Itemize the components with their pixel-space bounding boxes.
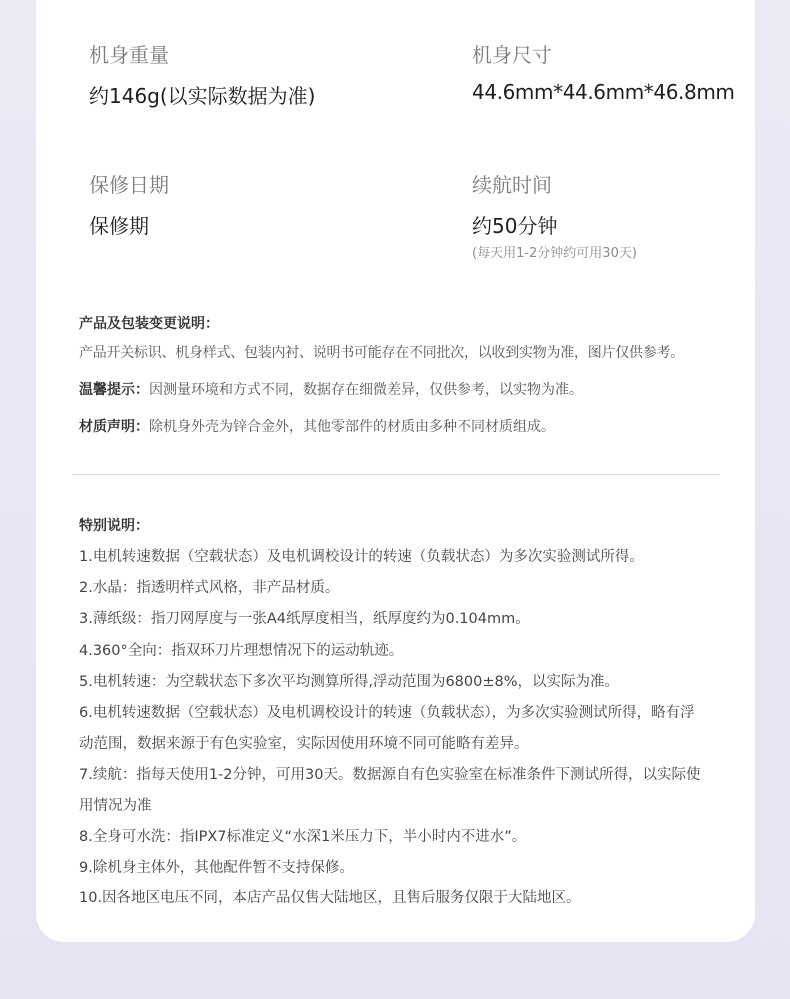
spec-battery-value: 约50分钟	[472, 214, 558, 238]
spec-size-label: 机身尺寸	[472, 43, 552, 67]
section-divider	[73, 474, 719, 475]
spec-battery	[472, 169, 637, 261]
special-note-line: 7.续航：指每天使用1-2分钟，可用30天。数据源自有色实验室在标准条件下测试所得，以实际使	[79, 767, 701, 783]
spec-battery-label: 续航时间	[472, 173, 552, 197]
special-note-line: 4.360°全向：指双环刀片理想情况下的运动轨迹。	[79, 643, 404, 659]
special-note-line: 3.薄纸级：指刀网厚度与一张A4纸厚度相当，纸厚度约为0.104mm。	[79, 611, 530, 627]
tip-note-text: 因测量环境和方式不同，数据存在细微差异，仅供参考，以实物为准。	[149, 382, 583, 398]
spec-warranty-value: 保修期	[89, 214, 149, 238]
spec-warranty	[89, 169, 169, 239]
special-note-line: 8.全身可水洗：指IPX7标准定义“水深1米压力下，半小时内不进水”。	[79, 829, 527, 845]
packaging-note-title: 产品及包装变更说明：	[79, 316, 219, 332]
special-note-line: 1.电机转速数据（空载状态）及电机调校设计的转速（负载状态）为多次实验测试所得。	[79, 549, 644, 565]
spec-weight	[89, 39, 315, 109]
special-note-line: 10.因各地区电压不同，本店产品仅售大陆地区，且售后服务仅限于大陆地区。	[79, 890, 581, 906]
special-note-line: 5.电机转速：为空载状态下多次平均测算所得,浮动范围为6800±8%，以实际为准。	[79, 674, 619, 690]
spec-size-value: 44.6mm*44.6mm*46.8mm	[472, 80, 735, 104]
spec-weight-value: 约146g(以实际数据为准)	[89, 84, 316, 108]
material-note	[79, 416, 555, 436]
special-note-line: 9.除机身主体外，其他配件暂不支持保修。	[79, 860, 354, 876]
special-note-line: 动范围，数据来源于有色实验室，实际因使用环境不同可能略有差异。	[79, 736, 529, 752]
spec-weight-label: 机身重量	[89, 43, 169, 67]
material-note-text: 除机身外壳为锌合金外，其他零部件的材质由多种不同材质组成。	[149, 419, 555, 435]
spec-size	[472, 39, 735, 104]
spec-warranty-label: 保修日期	[89, 173, 169, 197]
packaging-note-text: 产品开关标识、机身样式、包装内衬、说明书可能存在不同批次，以收到实物为准，图片仅供参考。	[79, 345, 684, 361]
special-note-line: 6.电机转速数据（空载状态）及电机调校设计的转速（负载状态），为多次实验测试所得，略有浮	[79, 705, 695, 721]
special-note-line: 2.水晶：指透明样式风格，非产品材质。	[79, 580, 340, 596]
spec-battery-note: (每天用1-2分钟约可用30天)	[472, 246, 637, 261]
special-note-line: 用情况为准	[79, 798, 152, 814]
tip-note-title: 温馨提示：	[79, 382, 149, 398]
special-title: 特别说明：	[79, 518, 149, 534]
tip-note	[79, 379, 583, 399]
material-note-title: 材质声明：	[79, 419, 149, 435]
